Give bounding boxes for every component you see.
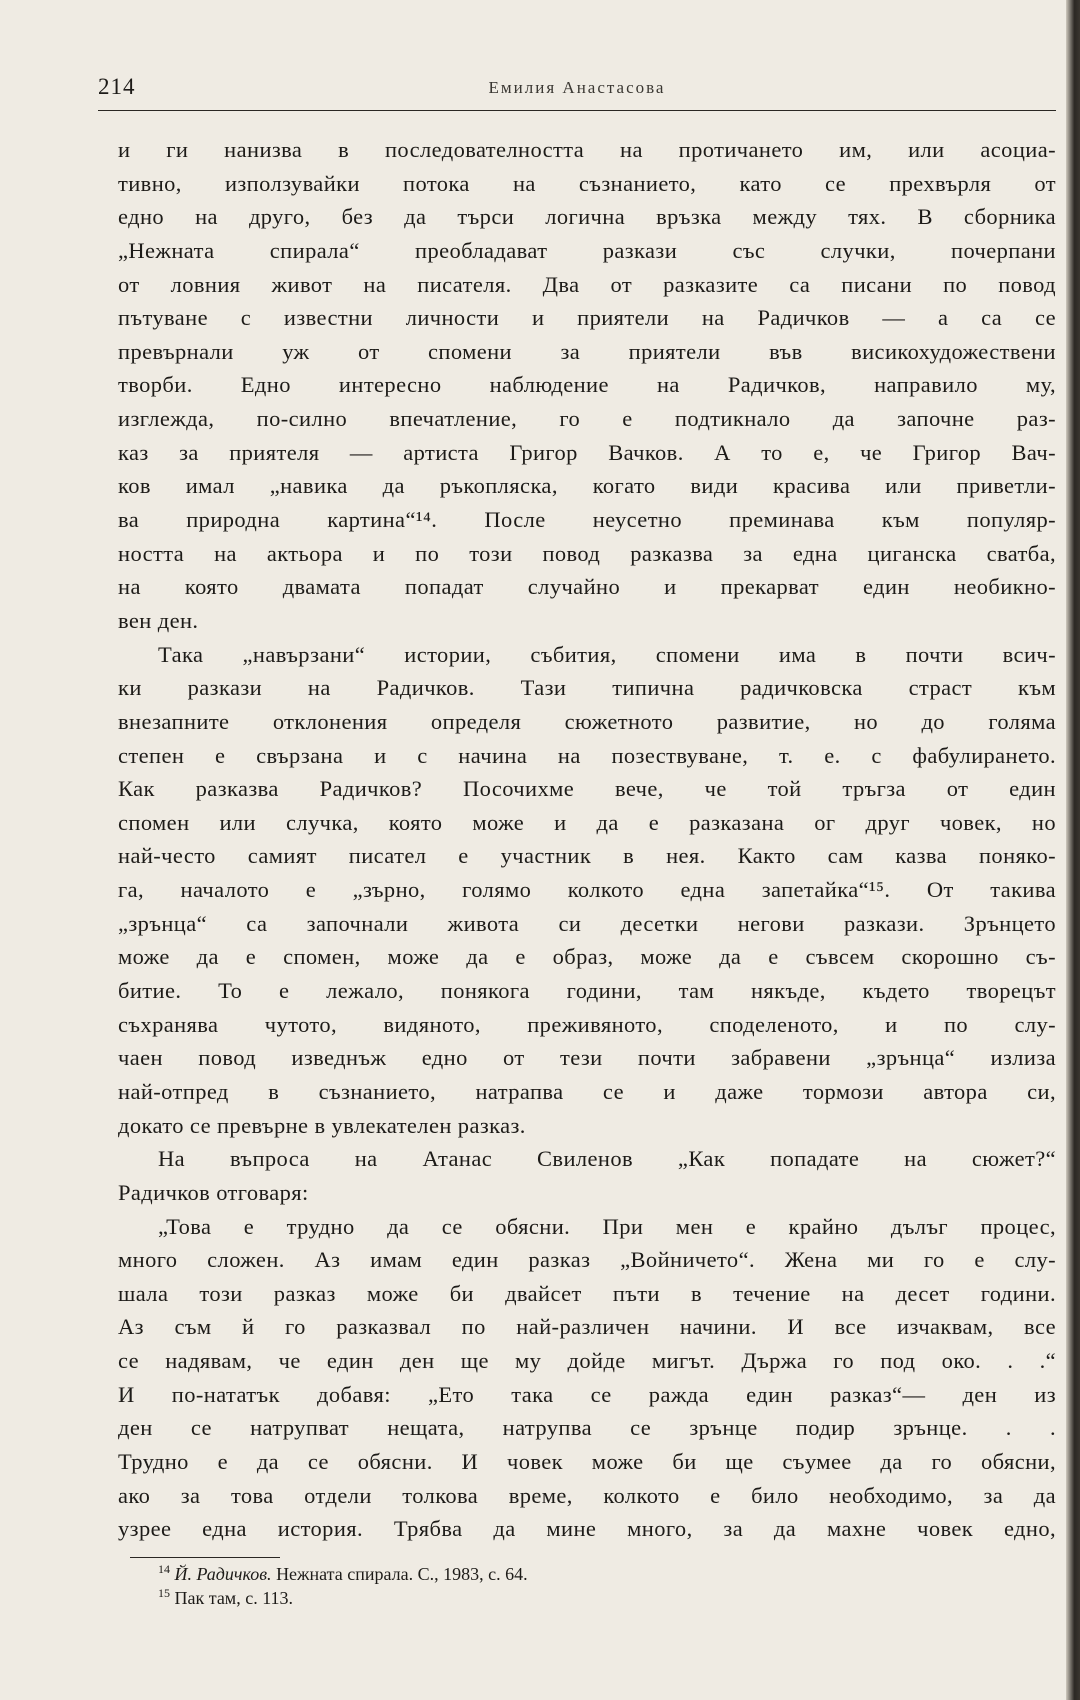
text-line: Аз съм й го разказвал по най-различен начини. И все изчаквам, все	[118, 1314, 1056, 1340]
text-line: ако за това отдели толкова време, колкото е било необходимо, за да	[118, 1482, 1056, 1508]
text-line: се надявам, че един ден ще му дойде мигът. Държа го под око. . .“	[118, 1348, 1056, 1374]
text-line: от ловния живот на писателя. Два от разказите са писани по повод	[118, 271, 1056, 297]
text-line: „Нежната спирала“ преобладават разкази със случки, почерпани	[118, 237, 1056, 263]
footnote-text: Нежната спирала. С., 1983, с. 64.	[276, 1564, 528, 1584]
text-line: узрее една история. Трябва да мине много, за да махне човек едно,	[118, 1516, 1056, 1542]
text-line: Така „навързани“ истории, събития, спомени има в почти всич-	[158, 641, 1056, 667]
running-head: Емилия Анастасова	[488, 78, 666, 97]
text-line: много сложен. Аз имам един разказ „Войничето“. Жена ми го е слу-	[118, 1247, 1056, 1273]
page-number: 214	[98, 74, 136, 99]
footnote-rule	[130, 1557, 280, 1558]
header-rule	[98, 110, 1056, 111]
footnote-text: Пак там, с. 113.	[174, 1588, 294, 1608]
text-line: ден се натрупват нещата, натрупва се зрънце подир зрънце. . .	[118, 1415, 1056, 1441]
text-line: „Това е трудно да се обясни. При мен е крайно дълъг процес,	[158, 1213, 1056, 1239]
text-line: изглежда, по-силно впечатление, го е подтикнало да започне раз-	[118, 406, 1056, 432]
text-line: спомен или случка, която може и да е разказана ог друг човек, но	[118, 809, 1056, 835]
text-line: внезапните отклонения определя сюжетното развитие, но до голяма	[118, 708, 1056, 734]
text-line: Как разказва Радичков? Посочихме вече, че той тръгза от един	[118, 776, 1056, 802]
page-binding-edge	[1066, 0, 1080, 1700]
text-line: може да е спомен, може да е образ, може да е съвсем скорошно съ-	[118, 944, 1056, 970]
footnote-author: Й. Радичков.	[174, 1564, 272, 1584]
text-line: степен е свързана и с начина на позествуване, т. е. с фабулирането.	[118, 742, 1056, 768]
text-line: творби. Едно интересно наблюдение на Радичков, направило му,	[118, 372, 1056, 398]
text-line: вен ден.	[118, 607, 199, 633]
footnote-number: 14	[158, 1562, 170, 1576]
text-line: И по-нататък добавя: „Ето така се ражда един разказ“— ден из	[118, 1381, 1056, 1407]
text-line: едно на друго, без да търси логична връзка между тях. В сборника	[118, 204, 1056, 230]
text-line: каз за приятеля — артиста Григор Вачков. А то е, че Григор Вач-	[118, 439, 1056, 465]
text-line: Трудно е да се обясни. И човек може би ще съумее да го обясни,	[118, 1448, 1056, 1474]
text-line: Радичков отговаря:	[118, 1179, 309, 1205]
text-line: и ги нанизва в последователността на протичането им, или асоциа-	[118, 137, 1056, 162]
text-line: ността на актьора и по този повод разказва за една циганска сватба,	[118, 540, 1056, 566]
text-line: най-често самият писател е участник в нея. Както сам казва поняко-	[118, 843, 1056, 869]
text-line: ков имал „навика да ръкопляска, когато види красива или приветли-	[118, 473, 1056, 499]
text-line: чаен повод изведнъж едно от тези почти забравени „зрънца“ излиза	[118, 1045, 1056, 1071]
body-text	[118, 133, 1056, 1546]
text-line: превърнали уж от спомени за приятели във висикохудожествени	[118, 338, 1056, 364]
text-line: съхранява чутото, видяното, преживяното, споделеното, и по слу-	[118, 1011, 1056, 1037]
text-line: битие. То е лежало, понякога години, там някъде, където творецът	[118, 978, 1056, 1004]
text-line: най-отпред в съзнанието, натрапва се и даже тормози автора си,	[118, 1078, 1056, 1104]
text-line: га, началото е „зърно, голямо колкото една запетайка“¹⁵. От такива	[118, 877, 1056, 903]
text-line: „зрънца“ са започнали живота си десетки негови разкази. Зрънцето	[118, 910, 1056, 936]
text-line: шала този разказ може би двайсет пъти в течение на десет години.	[118, 1280, 1056, 1306]
text-line: пътуване с известни личности и приятели на Радичков — а са се	[118, 305, 1056, 331]
text-line: тивно, използувайки потока на съзнанието, като се прехвърля от	[118, 170, 1056, 196]
text-line: на която двамата попадат случайно и прекарват един необикно-	[118, 574, 1056, 600]
page-header	[98, 74, 1056, 110]
footnotes	[158, 1562, 958, 1610]
text-line: На въпроса на Атанас Свиленов „Как попадате на сюжет?“	[158, 1146, 1056, 1172]
text-line: ва природна картина“¹⁴. После неусетно преминава към популяр-	[118, 507, 1056, 533]
footnote-number: 15	[158, 1586, 170, 1600]
footnote	[158, 1562, 958, 1586]
footnote	[158, 1586, 958, 1610]
text-line: докато се превърне в увлекателен разказ.	[118, 1112, 526, 1138]
text-line: ки разкази на Радичков. Тази типична радичковска страст към	[118, 675, 1056, 701]
